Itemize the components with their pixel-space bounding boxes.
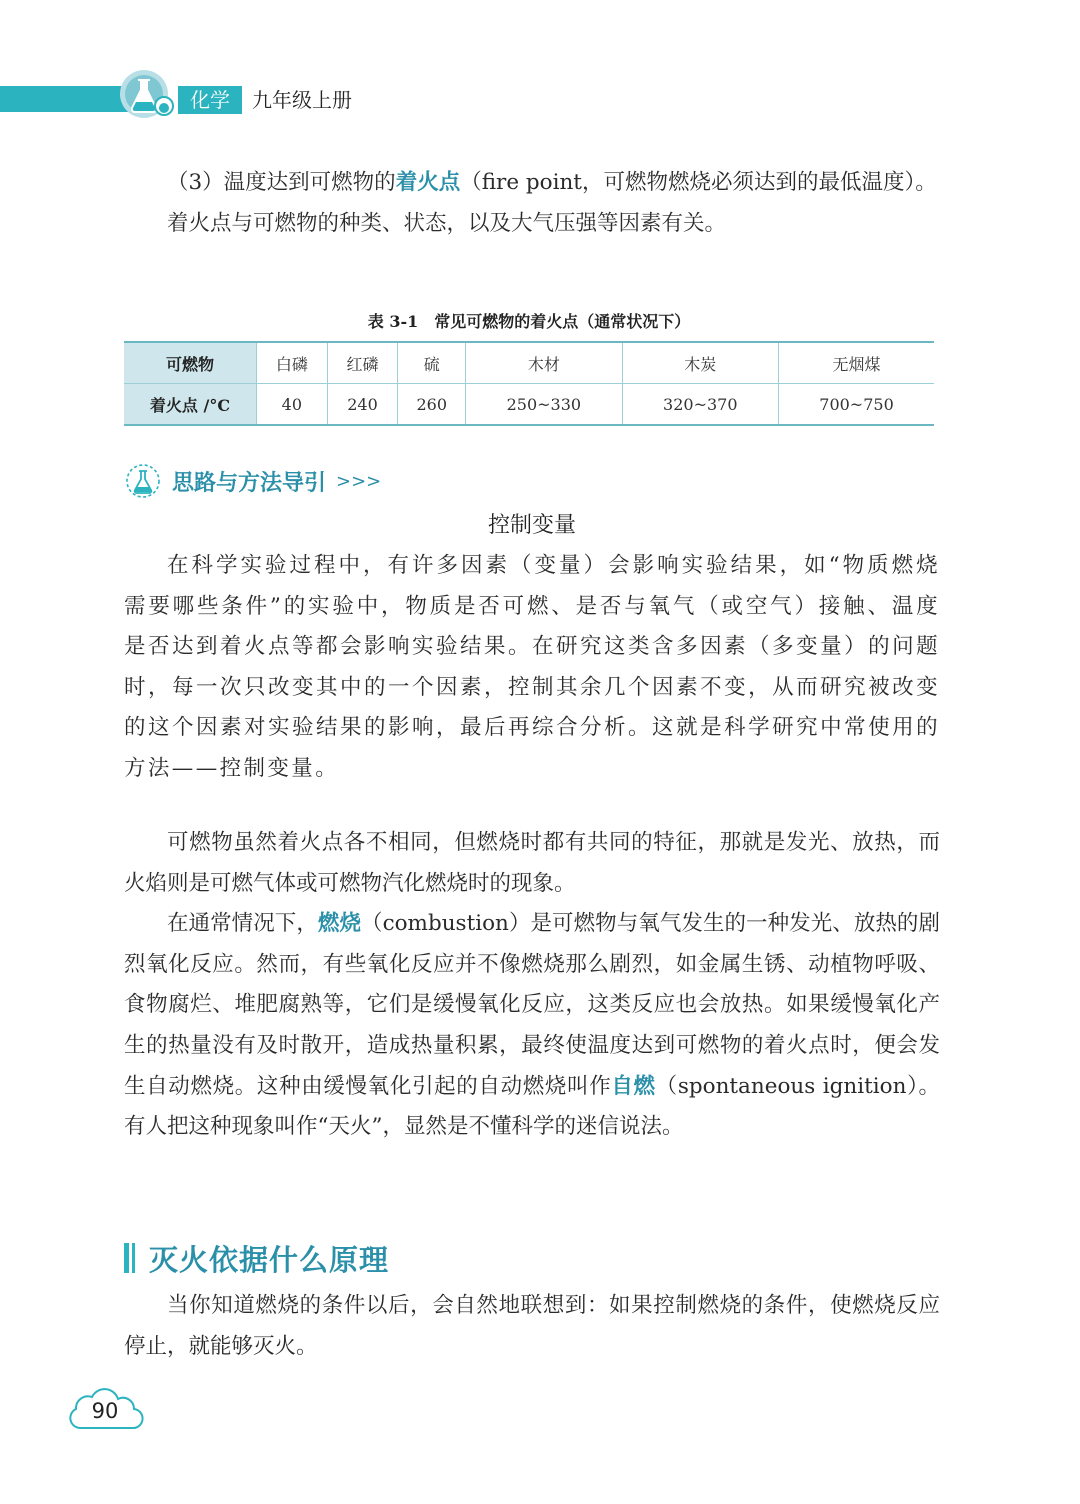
text-span: （fire point，可燃物燃烧必须达到的最低温度）。 xyxy=(460,170,937,195)
table-cell: 260 xyxy=(398,384,466,426)
page-number-badge xyxy=(66,1384,144,1436)
table-cell: 无烟煤 xyxy=(779,342,934,384)
method-guide-header xyxy=(124,462,381,500)
guide-arrows: >>> xyxy=(336,470,382,492)
guide-body xyxy=(124,546,940,790)
text-span: （spontaneous ignition）。有人把这种现象叫作“天火”，显然是不懂科学的迷信说法。 xyxy=(124,1073,940,1140)
section-bar-icon xyxy=(124,1243,135,1273)
row-header-substance: 可燃物 xyxy=(124,342,257,384)
table-cell: 240 xyxy=(327,384,398,426)
keyword-spontaneous-ignition: 自燃 xyxy=(611,1073,656,1099)
page-number: 90 xyxy=(91,1399,119,1423)
guide-title: 思路与方法导引 xyxy=(172,470,327,496)
table-cell: 白磷 xyxy=(257,342,328,384)
table-cell: 700~750 xyxy=(779,384,934,426)
table-cell: 250~330 xyxy=(466,384,622,426)
paragraph-combustion-features: 可燃物虽然着火点各不相同，但燃烧时都有共同的特征，那就是发光、放热，而火焰则是可燃气体或可燃物汽化燃烧时的现象。 xyxy=(124,830,940,896)
table-cell: 硫 xyxy=(398,342,466,384)
header-book-title: 九年级上册 xyxy=(252,88,352,112)
table-cell: 320~370 xyxy=(622,384,778,426)
table-row-substances xyxy=(124,342,934,384)
paragraph-factors: 着火点与可燃物的种类、状态，以及大气压强等因素有关。 xyxy=(167,210,727,236)
flask-icon xyxy=(124,462,162,500)
intro-text xyxy=(124,163,940,244)
guide-subtitle: 控制变量 xyxy=(487,513,576,538)
paragraph-fire-point xyxy=(124,163,940,204)
text-span: 在通常情况下， xyxy=(167,911,318,937)
row-header-ignition-point: 着火点 /°C xyxy=(124,384,257,426)
flask-logo-icon xyxy=(118,68,180,120)
header-subject: 化学 xyxy=(178,86,242,114)
combustion-text xyxy=(124,823,940,1148)
ignition-point-table xyxy=(124,341,934,426)
section-title: 灭火依据什么原理 xyxy=(149,1242,390,1277)
text-span: （combustion）是可燃物与氧气发生的一种发光、放热的剧烈氧化反应。然而，有些氧化反应并不像燃烧那么剧烈，如金属生锈、动植物呼吸、食物腐烂、堆肥腐熟等，它们是缓慢氧化反应，这类反应也会放热。如果缓慢氧化产生的热量没有及时散开，造成热量积累，最终使温度达到可燃物的着火点时，便会发生自动燃烧。这种由缓慢氧化引起的自动燃烧叫作 xyxy=(124,911,940,1099)
table-caption: 表 3-1 常见可燃物的着火点（通常状况下） xyxy=(367,312,691,331)
table-cell: 红磷 xyxy=(327,342,398,384)
table-cell: 木材 xyxy=(466,342,622,384)
table-cell: 木炭 xyxy=(622,342,778,384)
section-heading xyxy=(124,1236,389,1280)
keyword-fire-point: 着火点 xyxy=(395,170,461,195)
paragraph-combustion-definition xyxy=(124,904,940,1148)
table-cell: 40 xyxy=(257,384,328,426)
guide-paragraph: 在科学实验过程中，有许多因素（变量）会影响实验结果，如“物质燃烧需要哪些条件”的实验中，物质是否可燃、是否与氧气（或空气）接触、温度是否达到着火点等都会影响实验结果。在研究这类含多因素（多变量）的问题时，每一次只改变其中的一个因素，控制其余几个因素不变，从而研究被改变的这个因素对实验结果的影响，最后再综合分析。这就是科学研究中常使用的方法——控制变量。 xyxy=(124,553,940,781)
extinguish-text xyxy=(124,1286,940,1367)
header-band xyxy=(0,86,128,112)
table-row-ignition-points xyxy=(124,384,934,426)
paragraph-extinguish: 当你知道燃烧的条件以后，会自然地联想到：如果控制燃烧的条件，使燃烧反应停止，就能够灭火。 xyxy=(124,1293,940,1359)
text-span: （3）温度达到可燃物的 xyxy=(167,170,396,195)
keyword-combustion: 燃烧 xyxy=(317,911,362,937)
